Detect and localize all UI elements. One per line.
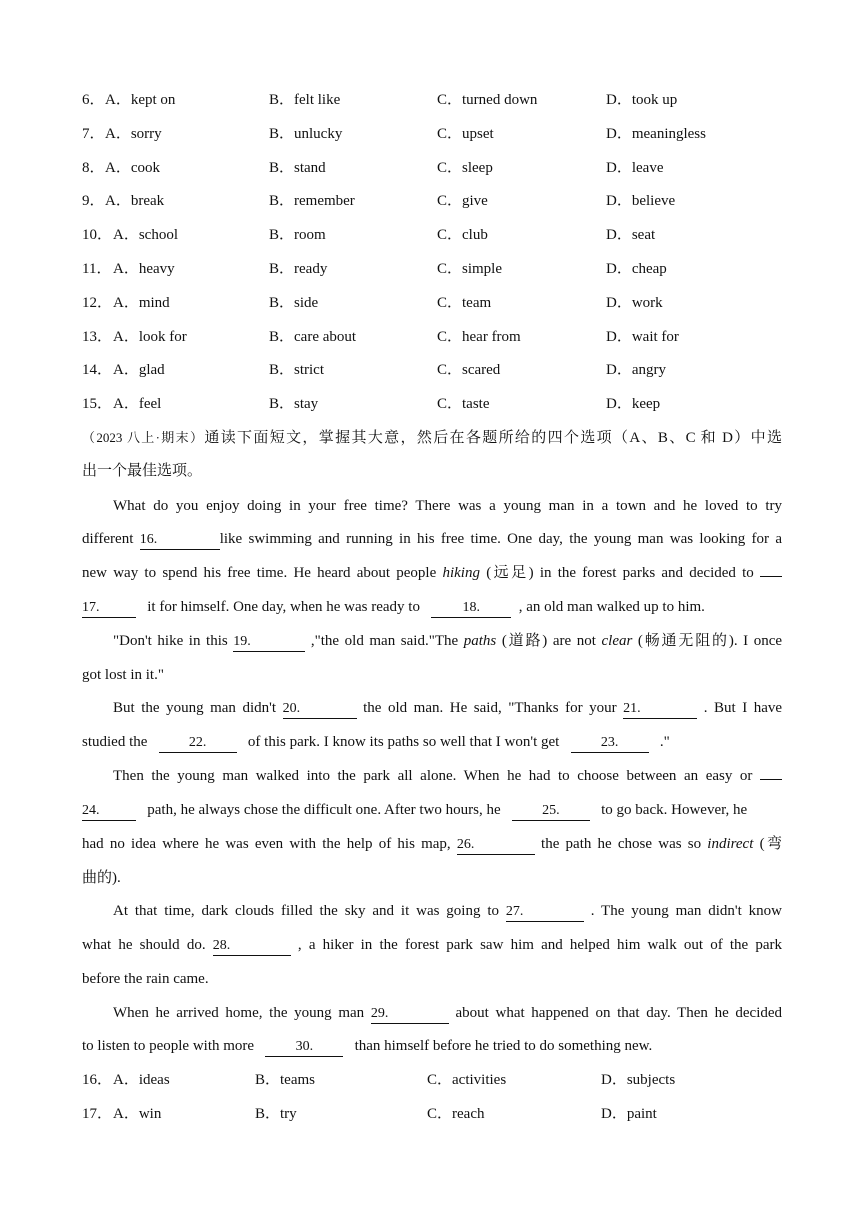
option-c: C．give (437, 193, 488, 209)
option-a: A．mind (113, 295, 170, 311)
text: new way to spend his free time. He heard about people (82, 565, 437, 581)
question-number: 15． (82, 396, 113, 412)
question-number: 17． (82, 1106, 113, 1122)
option-a: A．break (105, 193, 165, 209)
text: the old man. He said, "Thanks for your (363, 700, 617, 716)
option-b: B．strict (269, 362, 324, 378)
passage-line (113, 630, 782, 652)
text: . The young man didn't know (590, 903, 782, 919)
blank-20: 20. (283, 700, 357, 719)
passage-line (82, 528, 782, 550)
blank-17-start (760, 576, 782, 577)
option-d: D．cheap (606, 261, 667, 277)
text: . But I have (703, 700, 783, 716)
question-number: 8． (82, 160, 105, 176)
question-number: 14． (82, 362, 113, 378)
option-b: B．care about (269, 329, 357, 345)
option-b: B．side (269, 295, 319, 311)
question-number: 12． (82, 295, 113, 311)
passage-line (82, 799, 782, 821)
text: before the rain came. (82, 971, 209, 987)
blank-26: 26. (457, 836, 535, 855)
option-b: B．stand (269, 160, 326, 176)
option-a: A．ideas (113, 1072, 170, 1088)
text: (畅通无阻的). I once (637, 633, 783, 649)
text: 曲的). (82, 870, 121, 886)
question-number: 10． (82, 227, 113, 243)
question-14-options (82, 359, 802, 381)
question-6-options (82, 89, 802, 111)
option-d: D．subjects (601, 1072, 676, 1088)
text: of this park. I know its paths so well that I won't get (247, 734, 560, 750)
option-b: B．try (255, 1106, 297, 1122)
option-a: A．heavy (113, 261, 175, 277)
blank-16: 16. (140, 531, 220, 550)
question-9-options (82, 190, 802, 212)
question-15-options (82, 393, 802, 415)
instruction-line-1: 通读下面短文，掌握其大意，然后在各题所给的四个选项（A、B、C 和 D）中选 (204, 430, 782, 446)
instruction-line-2: 出一个最佳选项。 (82, 463, 203, 479)
option-d: D．leave (606, 160, 664, 176)
blank-23: 23. (571, 734, 649, 753)
text: (弯 (759, 836, 783, 852)
option-b: B．felt like (269, 92, 341, 108)
question-number: 6． (82, 92, 105, 108)
question-13-options (82, 326, 802, 348)
option-b: B．ready (269, 261, 328, 277)
option-c: C．team (437, 295, 492, 311)
option-d: D．meaningless (606, 126, 706, 142)
question-7-options (82, 123, 802, 145)
text: At that time, dark clouds filled the sky and it was going to (113, 903, 499, 919)
text: to listen to people with more (82, 1038, 255, 1054)
blank-27: 27. (506, 903, 584, 922)
option-b: B．teams (255, 1072, 315, 1088)
option-d: D．work (606, 295, 663, 311)
text: path, he always chose the difficult one. After two hours, he (147, 802, 501, 818)
text: What do you enjoy doing in your free time? There was a young man in a town and he loved to try (113, 498, 782, 514)
passage-line (82, 968, 782, 990)
option-b: B．room (269, 227, 326, 243)
text: (道路) are not (501, 633, 596, 649)
text: Then the young man walked into the park all alone. When he had to choose between an easy or (113, 768, 753, 784)
option-d: D．seat (606, 227, 656, 243)
option-b: B．remember (269, 193, 355, 209)
question-number: 9． (82, 193, 105, 209)
option-c: C．reach (427, 1106, 485, 1122)
blank-29: 29. (371, 1005, 449, 1024)
option-c: C．club (437, 227, 488, 243)
passage-line (113, 900, 782, 922)
text: like swimming and running in his free time. One day, the young man was looking for a (219, 531, 782, 547)
glossed-word: indirect (707, 836, 754, 852)
option-a: A．glad (113, 362, 165, 378)
text: about what happened on that day. Then he decided (455, 1005, 783, 1021)
passage-line (82, 731, 782, 753)
passage-line (82, 833, 782, 855)
text: , an old man walked up to him. (518, 599, 705, 615)
option-a: A．feel (113, 396, 162, 412)
question-11-options (82, 258, 802, 280)
option-d: D．wait for (606, 329, 679, 345)
text: "Don't hike in this (113, 633, 228, 649)
text: (远足) in the forest parks and decided to (486, 565, 754, 581)
option-c: C．activities (427, 1072, 507, 1088)
option-a: A．look for (113, 329, 187, 345)
option-c: C．sleep (437, 160, 493, 176)
passage-line (82, 867, 782, 889)
text: to go back. However, he (601, 802, 748, 818)
glossed-word: clear (601, 633, 633, 649)
text: When he arrived home, the young man (113, 1005, 365, 1021)
option-b: B．unlucky (269, 126, 343, 142)
question-number: 11． (82, 261, 112, 277)
text: it for himself. One day, when he was ready to (147, 599, 420, 615)
section-instruction (82, 421, 782, 488)
question-number: 13． (82, 329, 113, 345)
option-a: A．kept on (105, 92, 176, 108)
question-number: 16． (82, 1072, 113, 1088)
text: got lost in it." (82, 667, 164, 683)
text: than himself before he tried to do something new. (354, 1038, 653, 1054)
text: studied the (82, 734, 148, 750)
blank-28: 28. (213, 937, 291, 956)
glossed-word: hiking (442, 565, 480, 581)
text: , a hiker in the forest park saw him and helped him walk out of the park (297, 937, 783, 953)
question-16-options (82, 1069, 802, 1091)
blank-18: 18. (431, 599, 511, 618)
passage-line (82, 664, 782, 686)
option-c: C．upset (437, 126, 494, 142)
blank-17: 17. (82, 599, 136, 618)
option-d: D．paint (601, 1106, 657, 1122)
option-a: A．sorry (105, 126, 162, 142)
glossed-word: paths (463, 633, 497, 649)
passage-line (82, 596, 782, 618)
question-12-options (82, 292, 802, 314)
text: different (82, 531, 134, 547)
passage-line (82, 562, 782, 584)
blank-21: 21. (623, 700, 697, 719)
text: ." (659, 734, 670, 750)
option-d: D．angry (606, 362, 666, 378)
blank-24-start (760, 779, 782, 780)
option-c: C．taste (437, 396, 490, 412)
option-d: D．keep (606, 396, 661, 412)
question-17-options (82, 1103, 802, 1125)
question-number: 7． (82, 126, 105, 142)
passage-line (113, 495, 782, 517)
option-c: C．scared (437, 362, 501, 378)
blank-24: 24. (82, 802, 136, 821)
blank-19: 19. (233, 633, 305, 652)
option-c: C．turned down (437, 92, 538, 108)
question-10-options (82, 224, 802, 246)
passage-line (113, 765, 782, 787)
text: But the young man didn't (113, 700, 277, 716)
blank-22: 22. (159, 734, 237, 753)
option-a: A．win (113, 1106, 162, 1122)
passage-line (113, 1002, 782, 1024)
option-d: D．believe (606, 193, 676, 209)
option-c: C．hear from (437, 329, 521, 345)
option-b: B．stay (269, 396, 319, 412)
blank-25: 25. (512, 802, 590, 821)
option-a: A．cook (105, 160, 160, 176)
text: what he should do. (82, 937, 206, 953)
blank-30: 30. (265, 1038, 343, 1057)
text: the path he chose was so (541, 836, 702, 852)
text: had no idea where he was even with the help of his map, (82, 836, 451, 852)
passage-line (82, 1035, 782, 1057)
source-tag: （2023 八上·期末） (82, 430, 205, 445)
text: ,"the old man said."The (310, 633, 459, 649)
option-a: A．school (113, 227, 178, 243)
option-c: C．simple (437, 261, 503, 277)
passage-line (113, 697, 782, 719)
option-d: D．took up (606, 92, 678, 108)
passage-line (82, 934, 782, 956)
question-8-options (82, 157, 802, 179)
